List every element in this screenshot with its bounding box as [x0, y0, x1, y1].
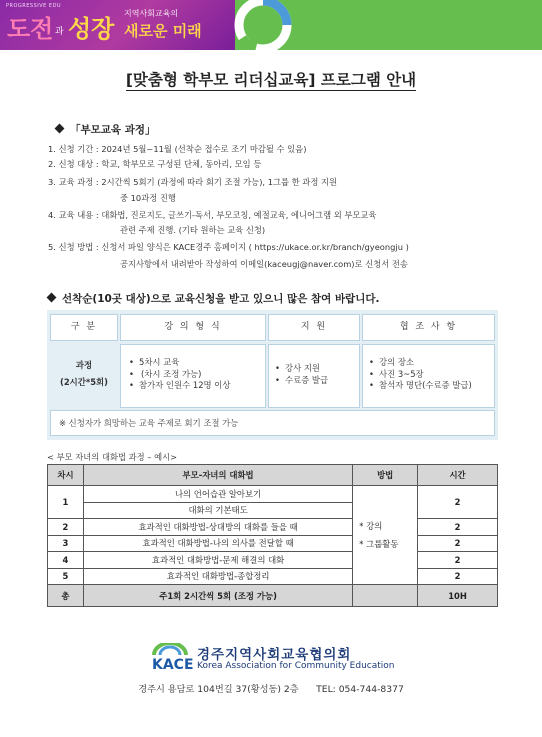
method-cell: * 강의 * 그룹활동 [353, 486, 418, 585]
table-header: 지 원 [268, 314, 360, 341]
cooperation-cell: • 강의 장소 • 사진 3~5장 • 참석자 명단(수료증 발급) [362, 344, 495, 408]
table-header: 부모-자녀의 대화법 [83, 465, 352, 486]
info-item: 2. 신청 대상 : 학교, 학부모로 구성된 단체, 동아리, 모임 등 [48, 159, 262, 169]
info-continuation: 관련 주제 진행. (기타 원하는 교육 신청) [120, 225, 266, 235]
table-footer-row: 총 주1회 2시간씩 5회 (조정 가능) 10H [48, 585, 498, 607]
table-header: 강 의 형 식 [120, 314, 266, 341]
diamond-bullet-icon [55, 124, 65, 134]
banner-word-challenge: 도전 [7, 15, 54, 43]
info-continuation: 공지사항에서 내려받아 작성하여 이메일(kaceugj@naver.com)로 신청서 전송 [120, 259, 408, 269]
table-row: 5 효과적인 대화방법-종합정리 2 [48, 568, 498, 585]
table-row: 대화의 기본태도 [48, 502, 498, 519]
banner-slogan-panel [0, 0, 235, 50]
table-header: 협 조 사 항 [362, 314, 495, 341]
table-header: 구 분 [50, 314, 118, 341]
org-name-english: Korea Association for Community Education [197, 661, 395, 671]
table-header: 차시 [48, 465, 84, 486]
table-header: 시간 [418, 465, 498, 486]
table-header: 방법 [353, 465, 418, 486]
info-continuation: 중 10과정 진행 [120, 193, 176, 203]
banner-tagline: PROGRESSIVE EDU [6, 3, 62, 9]
banner-word-and: 과 [55, 27, 64, 37]
banner-word-growth: 성장 [68, 15, 115, 43]
info-item: 1. 신청 기간 : 2024년 5월~11월 (선착순 접수로 조기 마감될 수 있음) [48, 144, 307, 154]
info-item: 5. 신청 방법 : 신청서 파일 양식은 KACE경주 홈페이지 ( https://ukace.or.kr/branch/gyeongju ) [48, 242, 409, 252]
banner-word-community: 지역사회교육의 [124, 9, 179, 18]
info-item: 3. 교육 과정 : 2시간씩 5회기 (과정에 따라 회기 조절 가능), 1그룹 한 과정 지원 [48, 177, 338, 187]
page-title: [맞춤형 학부모 리더십교육] 프로그램 안내 [125, 71, 417, 89]
support-cell: • 강사 지원 • 수료증 발급 [268, 344, 360, 408]
swirl-logo-icon [232, 0, 294, 50]
lecture-format-cell: • 5차시 교육 • (차시 조정 가능) • 참가자 인원수 12명 이상 [120, 344, 266, 408]
curriculum-table [47, 464, 498, 607]
row-label: 과정 (2시간*5회) [50, 344, 118, 408]
table-row: 1 나의 언어습관 알아보기 * 강의 * 그룹활동 2 [48, 486, 498, 503]
logo-abbr: KACE [152, 657, 194, 673]
info-item: 4. 교육 내용 : 대화법, 진로지도, 글쓰기-독서, 부모코칭, 예절교육, 에니어그램 외 부모교육 [48, 210, 377, 220]
org-address: 경주시 용담로 104번길 37(황성동) 2층 TEL: 054-744-8377 [138, 684, 404, 695]
section-heading-course: 「부모교육 과정」 [56, 122, 156, 137]
example-subtitle: < 부모 자녀의 대화법 과정 – 예시> [47, 452, 178, 462]
top-banner [0, 0, 542, 50]
table-row: 4 효과적인 대화방법-문제 해결의 대화 2 [48, 552, 498, 569]
table-note: ※ 신청자가 희망하는 교육 주제로 회기 조절 가능 [50, 410, 495, 436]
table-row: 3 효과적인 대화방법-나의 의사를 전달할 때 2 [48, 535, 498, 552]
table-row: 2 효과적인 대화방법-상대방의 대화를 들을 때 2 [48, 519, 498, 536]
diamond-bullet-icon [47, 293, 57, 303]
org-name-korean: 경주지역사회교육협의회 [197, 647, 352, 663]
program-summary-table [47, 310, 498, 440]
section-heading-notice: 선착순(10곳 대상)으로 교육신청을 받고 있으니 많은 참여 바랍니다. [48, 291, 380, 306]
banner-word-future: 새로운 미래 [124, 22, 202, 40]
table-header-row [48, 465, 498, 486]
